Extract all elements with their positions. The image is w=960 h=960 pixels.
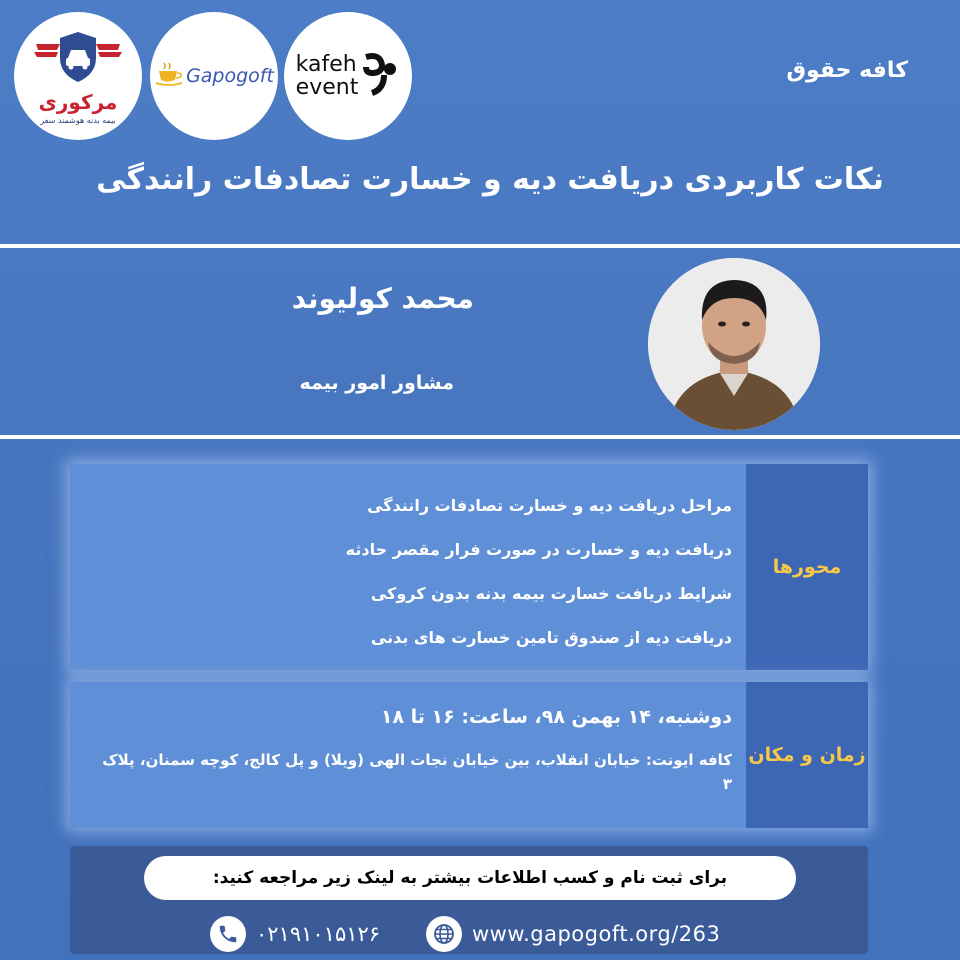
gapogoft-name: Gapogoft — [186, 65, 274, 87]
speaker-role: مشاور امور بیمه — [299, 372, 454, 394]
markouri-name: مرکوری — [38, 89, 118, 114]
coffee-cup-icon — [154, 61, 184, 92]
schedule-panel — [70, 682, 868, 828]
schedule-details — [70, 682, 746, 828]
phone-icon — [210, 916, 246, 952]
topics-panel — [70, 464, 868, 670]
speaker-name: محمد کولیوند — [291, 282, 474, 315]
list-item: مراحل دریافت دیه و خسارت تصادفات رانندگی — [367, 496, 732, 515]
event-address: کافه ایونت: خیابان انقلاب، بین خیابان نجات الهی (ویلا) و پل کالج، کوچه سمنان، پلاک ۳ — [102, 751, 732, 793]
speaker-photo — [648, 258, 820, 430]
kafeh-line-2: event — [295, 75, 359, 100]
markouri-logo — [14, 12, 142, 140]
kafeh-glyph-icon — [362, 51, 400, 101]
schedule-label: زمان و مکان — [746, 682, 868, 828]
register-banner: برای ثبت نام و کسب اطلاعات بیشتر به لینک زیر مراجعه کنید: — [144, 856, 796, 900]
markouri-slogan: بیمه بدنه هوشمند سفر — [40, 115, 116, 125]
website-link[interactable] — [426, 916, 720, 952]
registration-footer — [70, 846, 868, 954]
gapogoft-logo — [150, 12, 278, 140]
list-item: دریافت دیه و خسارت در صورت فرار مقصر حادثه — [345, 540, 732, 559]
event-title: نکات کاربردی دریافت دیه و خسارت تصادفات رانندگی — [96, 162, 884, 197]
topics-label: محورها — [746, 464, 868, 670]
event-datetime: دوشنبه، ۱۴ بهمن ۹۸، ساعت: ۱۶ تا ۱۸ — [380, 706, 732, 728]
list-item: دریافت دیه از صندوق تامین خسارت های بدنی — [370, 628, 732, 647]
car-shield-icon — [30, 28, 126, 88]
kafeh-line-1: kafeh — [295, 52, 357, 77]
phone-number: ۰۲۱۹۱۰۱۵۱۲۶ — [256, 922, 381, 946]
list-item: شرایط دریافت خسارت بیمه بدنه بدون کروکی — [370, 584, 732, 603]
kafeh-event-logo — [284, 12, 412, 140]
topics-list — [70, 464, 746, 670]
website-url: www.gapogoft.org/263 — [472, 922, 721, 946]
globe-icon — [426, 916, 462, 952]
brand-title: کافه حقوق — [786, 58, 908, 83]
divider-bottom — [0, 435, 960, 439]
divider-top — [0, 244, 960, 248]
phone-contact[interactable] — [210, 916, 380, 952]
